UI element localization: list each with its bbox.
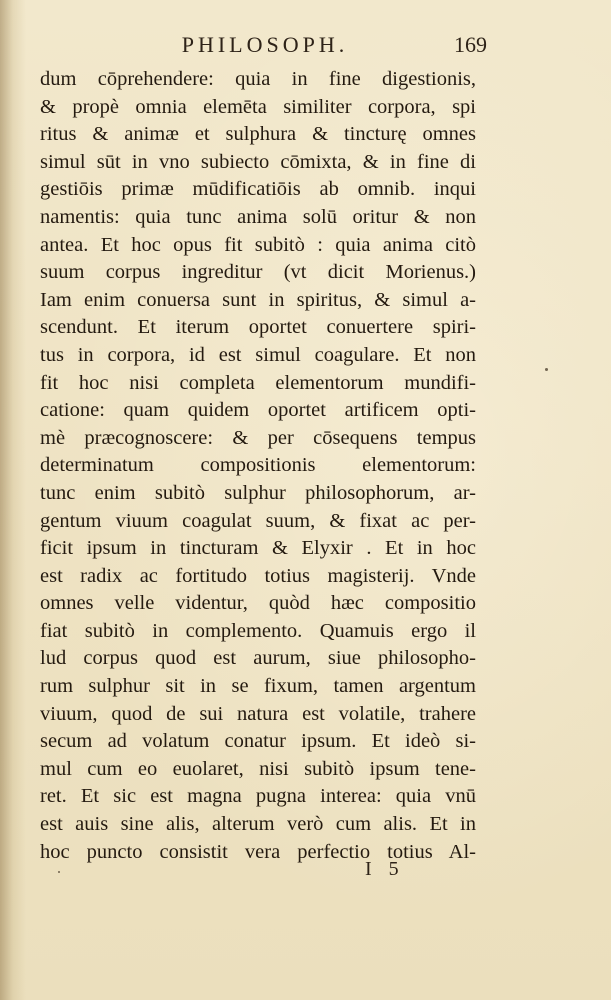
text-line: fit hoc nisi completa elementorum mundifi- — [40, 371, 476, 394]
text-line: mul cum eo euolaret, nisi subitò ipsum tene- — [40, 757, 476, 780]
text-line: suum corpus ingreditur (vt dicit Morienus.) — [40, 261, 476, 284]
text-line: ritus & animæ et sulphura & tincturę omnes — [40, 123, 476, 146]
text-line: tus in corpora, id est simul coagulare. Et non — [40, 343, 476, 366]
text-line: est radix ac fortitudo totius magisterij. Vnde — [40, 564, 476, 587]
text-line: secum ad volatum conatur ipsum. Et ideò si- — [40, 730, 476, 753]
text-line: determinatum compositionis elementorum: — [40, 454, 476, 477]
text-line: dum cōprehendere: quia in fine digestionis, — [40, 68, 476, 90]
text-line: catione: quam quidem oportet artificem opti- — [40, 399, 476, 422]
text-line: simul sūt in vno subiecto cōmixta, & in fine di — [40, 150, 476, 173]
text-line: hoc puncto consistit vera perfectio totius Al- — [40, 840, 476, 863]
text-line: gentum viuum coagulat suum, & fixat ac per- — [40, 509, 476, 532]
ink-speck — [545, 368, 548, 371]
text-line: tunc enim subitò sulphur philosophorum, ar- — [40, 481, 476, 504]
text-line: omnes velle videntur, quòd hæc compositio — [40, 592, 476, 615]
text-line: fiat subitò in complemento. Quamuis ergo il — [40, 619, 476, 642]
signature-mark: I 5 — [365, 858, 405, 880]
text-line: antea. Et hoc opus fit subitò : quia anima citò — [40, 233, 476, 256]
text-line: scendunt. Et iterum oportet conuertere spiri- — [40, 316, 476, 339]
ink-speck — [58, 871, 60, 873]
text-line: gestiōis primæ mūdificatiōis ab omnib. inqui — [40, 178, 476, 201]
text-line: Iam enim conuersa sunt in spiritus, & simul a- — [40, 288, 476, 311]
text-line: ret. Et sic est magna pugna interea: quia vnū — [40, 785, 476, 808]
running-head-title: PHILOSOPH. — [181, 32, 349, 57]
page-number: 169 — [454, 32, 487, 57]
running-head — [45, 32, 485, 66]
text-line: namentis: quia tunc anima solū oritur & non — [40, 205, 476, 228]
text-line: est auis sine alis, alterum verò cum alis. Et in — [40, 813, 476, 836]
body-text — [40, 66, 476, 866]
text-line: mè præcognoscere: & per cōsequens tempus — [40, 426, 476, 449]
text-line: lud corpus quod est aurum, siue philosopho- — [40, 647, 476, 670]
text-line: rum sulphur sit in se fixum, tamen argentum — [40, 675, 476, 698]
text-line: ficit ipsum in tincturam & Elyxir . Et in hoc — [40, 537, 476, 560]
text-line: & propè omnia elemēta similiter corpora, spi — [40, 95, 476, 118]
gutter-shadow — [0, 0, 26, 1000]
text-line: viuum, quod de sui natura est volatile, trahere — [40, 702, 476, 725]
